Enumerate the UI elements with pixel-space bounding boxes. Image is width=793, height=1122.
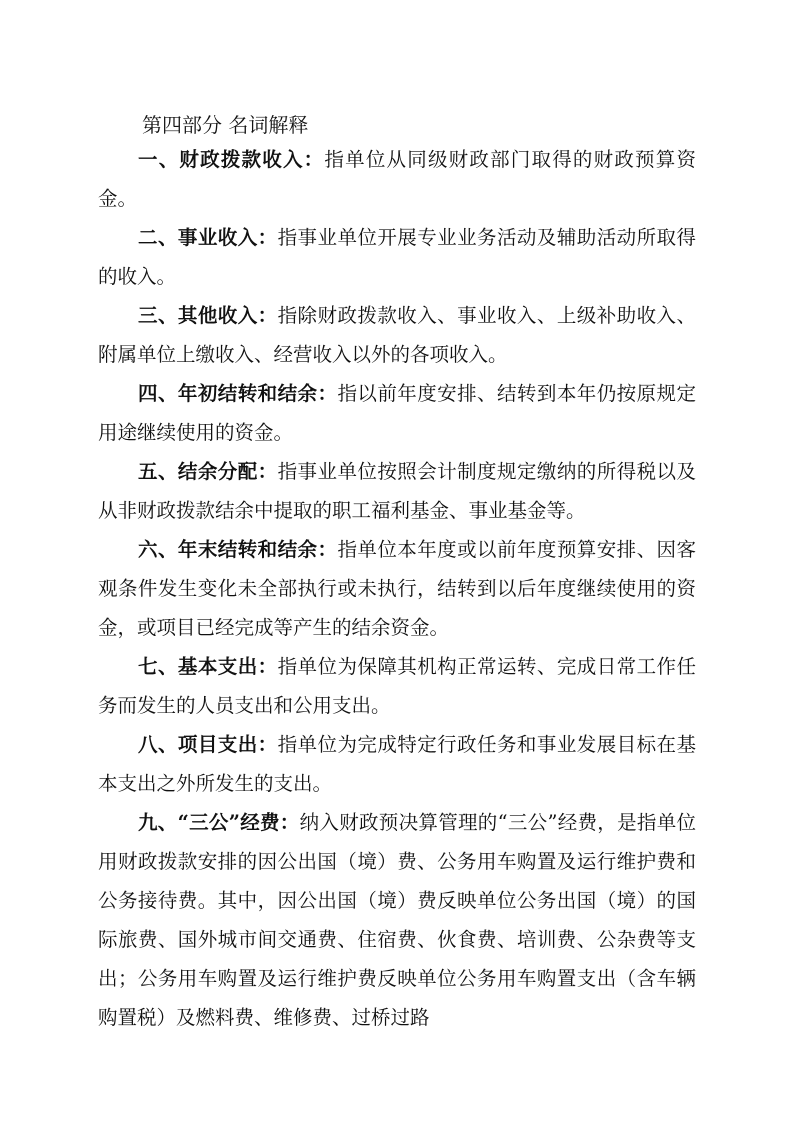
definition-item: [98, 374, 696, 452]
definition-text: 指单位为保障其机构正常运转、完成日常工作任务而发生的人员支出和公用支出。: [98, 655, 696, 717]
definition-text: 纳入财政预决算管理的“三公”经费，是指单位用财政拨款安排的因公出国（境）费、公务用车购置及运行维护费和公务接待费。其中，因公出国（境）费反映单位公务出国（境）的国际旅费、国外城市间交通费、住宿费、伙食费、培训费、公杂费等支出；公务用车购置及运行维护费反映单位公务用车购置支出（含车辆购置税）及燃料费、维修费、过桥过路: [98, 811, 696, 1029]
definition-item: [98, 452, 696, 530]
definition-text: 指单位从同级财政部门取得的财政预算资金。: [98, 148, 696, 210]
definition-term: 九、“三公”经费：: [138, 811, 300, 834]
definition-term: 二、事业收入：: [138, 226, 278, 249]
definition-text: 指事业单位开展专业业务活动及辅助活动所取得的收入。: [98, 226, 696, 288]
definition-item: [98, 296, 696, 374]
definition-item: [98, 218, 696, 296]
definition-term: 四、年初结转和结余：: [138, 382, 338, 405]
definition-item: [98, 647, 696, 725]
definition-term: 一、财政拨款收入：: [138, 148, 325, 171]
definition-item: [98, 725, 696, 803]
definition-term: 七、基本支出：: [138, 655, 278, 678]
definition-term: 八、项目支出：: [138, 733, 278, 756]
definition-item: [98, 803, 696, 1037]
definition-text: 指除财政拨款收入、事业收入、上级补助收入、附属单位上缴收入、经营收入以外的各项收入。: [98, 304, 696, 366]
definition-text: 指以前年度安排、结转到本年仍按原规定用途继续使用的资金。: [98, 382, 696, 444]
definition-term: 六、年末结转和结余：: [138, 538, 338, 561]
definition-text: 指单位本年度或以前年度预算安排、因客观条件发生变化未全部执行或未执行，结转到以后年度继续使用的资金，或项目已经完成等产生的结余资金。: [98, 538, 696, 639]
definition-text: 指单位为完成特定行政任务和事业发展目标在基本支出之外所发生的支出。: [98, 733, 696, 795]
definition-item: [98, 140, 696, 218]
definition-item: [98, 530, 696, 647]
definition-term: 三、其他收入：: [138, 304, 278, 327]
definition-term: 五、结余分配：: [138, 460, 278, 483]
section-title: 第四部分 名词解释: [142, 113, 309, 137]
definition-text: 指事业单位按照会计制度规定缴纳的所得税以及从非财政拨款结余中提取的职工福利基金、事业基金等。: [98, 460, 696, 522]
definitions-list: [98, 140, 696, 1037]
